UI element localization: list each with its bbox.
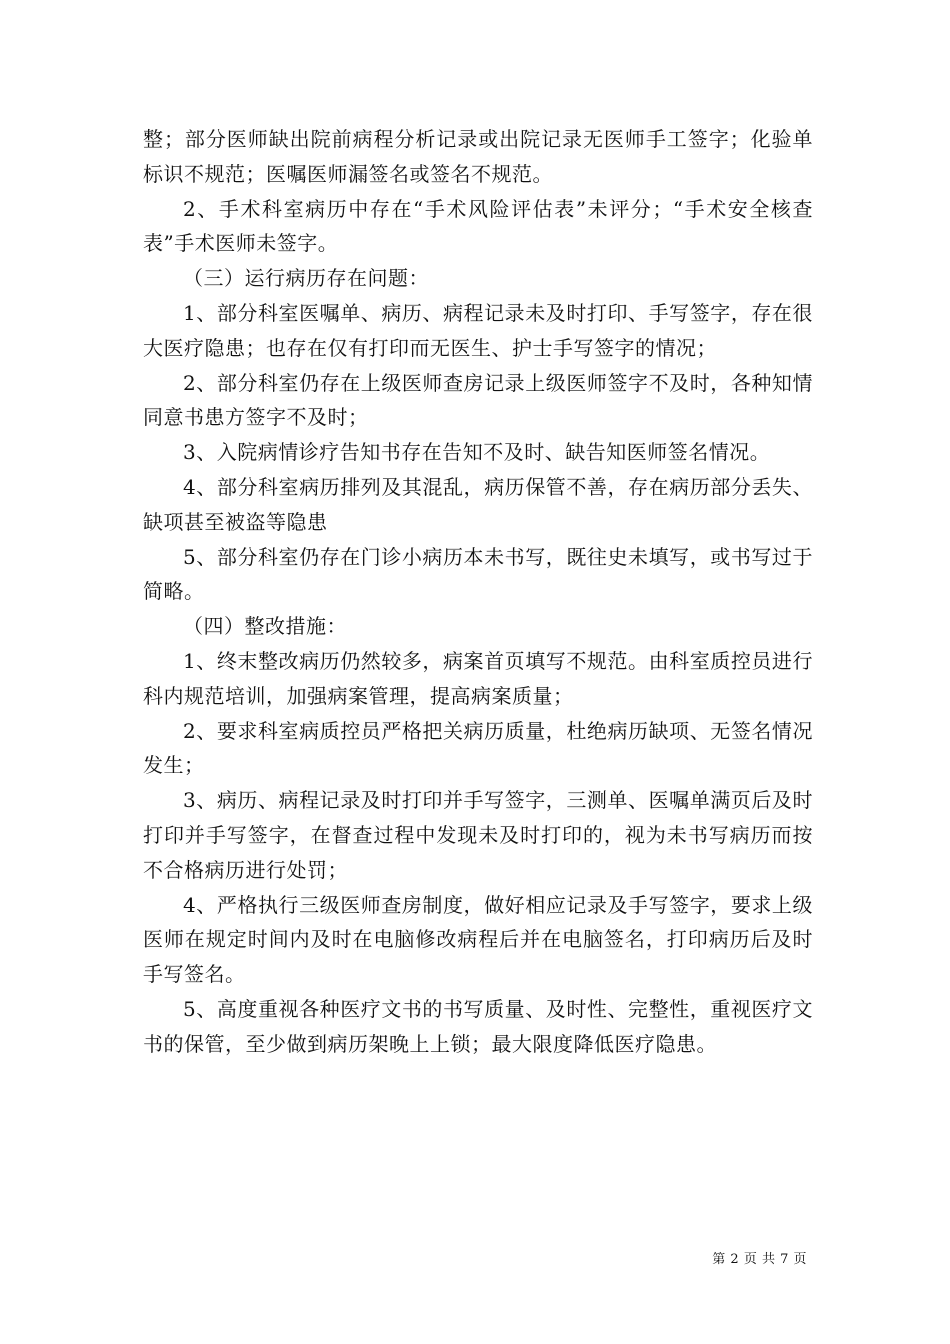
section-heading-4: （四）整改措施： <box>183 614 347 639</box>
page-number-footer: 第 2 页 共 7 页 <box>712 1252 807 1267</box>
paragraph-2: 2、手术科室病历中存在“手术风险评估表”未评分；“手术安全核查表”手术医师未签字。 <box>143 196 813 256</box>
paragraph-5: 2、部分科室仍存在上级医师查房记录上级医师签字不及时，各种知情同意书患方签字不及时； <box>143 370 813 430</box>
paragraph-14: 5、高度重视各种医疗文书的书写质量、及时性、完整性，重视医疗文书的保管，至少做到病历架晚上上锁；最大限度降低医疗隐患。 <box>143 996 813 1056</box>
paragraph-10: 1、终末整改病历仍然较多，病案首页填写不规范。由科室质控员进行科内规范培训，加强病案管理，提高病案质量； <box>143 648 813 708</box>
paragraph-6: 3、入院病情诊疗告知书存在告知不及时、缺告知医师签名情况。 <box>183 440 771 465</box>
paragraph-8: 5、部分科室仍存在门诊小病历本未书写，既往史未填写，或书写过于简略。 <box>143 544 813 604</box>
paragraph-12: 3、病历、病程记录及时打印并手写签字，三测单、医嘱单满页后及时打印并手写签字，在督查过程中发现未及时打印的，视为未书写病历而按不合格病历进行处罚； <box>143 788 813 882</box>
paragraph-1: 整；部分医师缺出院前病程分析记录或出院记录无医师手工签字；化验单标识不规范；医嘱医师漏签名或签名不规范。 <box>143 127 813 186</box>
document-body <box>143 122 813 1062</box>
paragraph-7: 4、部分科室病历排列及其混乱，病历保管不善，存在病历部分丢失、缺项甚至被盗等隐患 <box>143 474 813 534</box>
paragraph-4: 1、部分科室医嘱单、病历、病程记录未及时打印、手写签字，存在很大医疗隐患；也存在仅有打印而无医生、护士手写签字的情况； <box>143 300 813 360</box>
paragraph-13: 4、严格执行三级医师查房制度，做好相应记录及手写签字，要求上级医师在规定时间内及时在电脑修改病程后并在电脑签名，打印病历后及时手写签名。 <box>143 892 813 987</box>
paragraph-11: 2、要求科室病质控员严格把关病历质量，杜绝病历缺项、无签名情况发生； <box>143 718 813 778</box>
section-heading-3: （三）运行病历存在问题： <box>183 266 429 291</box>
